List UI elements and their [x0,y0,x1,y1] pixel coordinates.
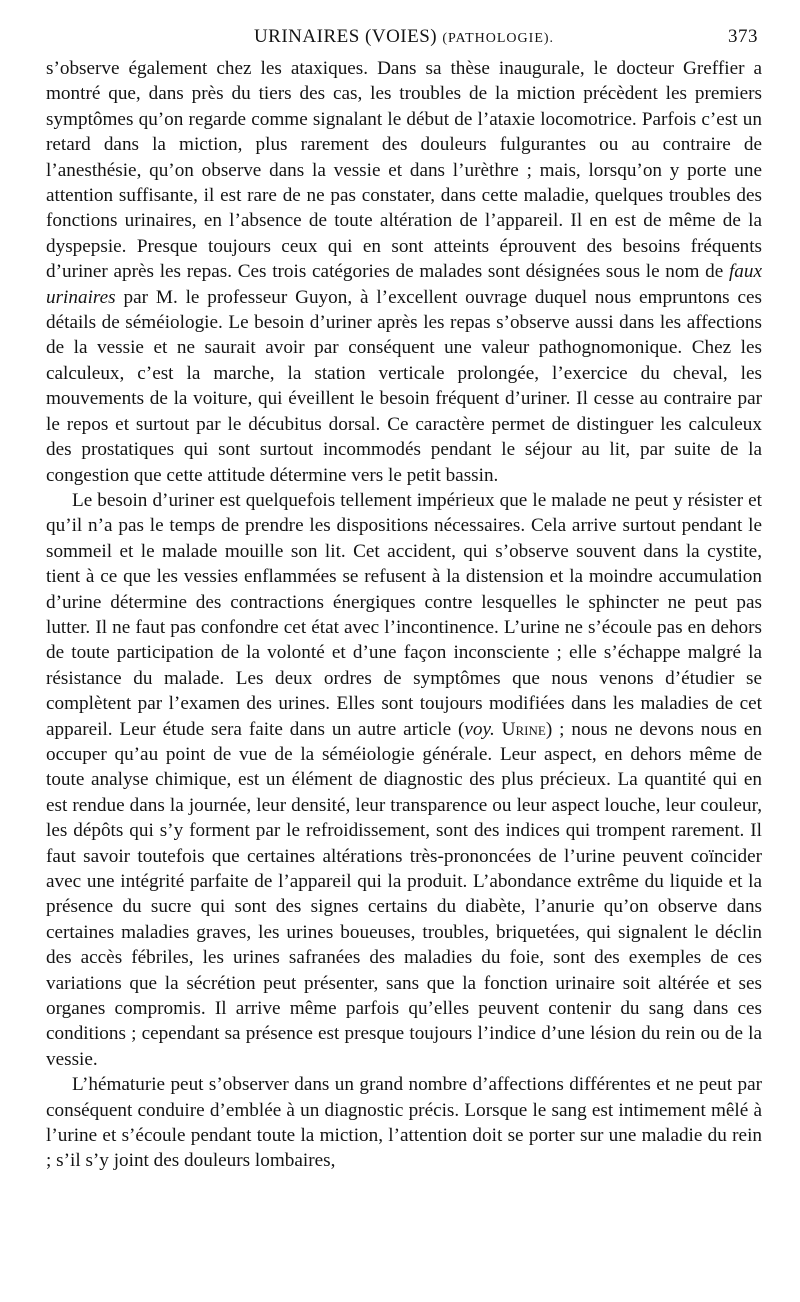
running-title-main: URINAIRES (VOIES) [253,26,438,47]
paragraph-1-italic-term: faux urinaires [46,261,762,308]
paragraph-1-text-b: par M. le professeur Guyon, à l’excellent ouvrage duquel nous empruntons ces détails de séméiologie. Le besoin d’uriner après les repas s’observe aussi dans les affections de la vessie et ne saurait avoir par conséquent une valeur pathognomonique. Chez les calculeux, c’est la marche, la station verticale prolongée, l’exercice du cheval, les mouvements de la voiture, qui éveillent le besoin fréquent d’uriner. Il cesse au contraire par le repos et surtout par le décubitus dorsal. Ce caractère permet de distinguer les calculeux des prostatiques qui sont surtout incommodés pendant le séjour au lit, par suite de la congestion que cette attitude détermine vers le petit bassin. [46,286,762,486]
paragraph-3-text-a: L’hématurie peut s’observer dans un grand nombre d’affections différentes et ne peut par conséquent conduire d’emblée à un diagnostic précis. Lorsque le sang est intimement mêlé à l’urine et s’écoule pendant toute la miction, l’attention doit se porter sur une maladie du rein ; s’il s’y joint des douleurs lombaires, [46,1074,762,1172]
paragraph-2-text-a: Le besoin d’uriner est quelquefois tellement impérieux que le malade ne peut y résister et qu’il n’a pas le temps de prendre les dispositions nécessaires. Cela arrive surtout pendant le sommeil et le malade mouille son lit. Cet accident, qui s’observe souvent dans la cystite, tient à ce que les vessies enflammées se refusent à la distension et la moindre accumulation d’urine détermine des contractions énergiques contre lesquelles le sphincter ne peut pas lutter. Il ne faut pas confondre cet état avec l’incontinence. L’urine ne s’écoule pas en dehors de toute participation de la volonté et d’une façon inconsciente ; elle s’échappe malgré la résistance du malade. Les deux ordres de symptômes que nous venons d’étudier se complètent par l’examen des urines. Elles sont toujours modifiées dans les maladies de cet appareil. Leur étude sera faite dans un autre article ( [46,489,762,740]
running-header [46,22,762,52]
running-title-sub: (PATHOLOGIE). [442,31,555,46]
running-title [46,26,762,48]
paragraph-2 [46,488,762,1072]
paragraph-2-text-b: ) ; nous ne devons nous en occuper qu’au point de vue de la séméiologie générale. Leur aspect, en dehors même de toute analyse chimique, est un élément de diagnostic des plus précieux. La quantité qui en est rendue dans la journée, leur densité, leur transparence ou leur aspect louche, leur couleur, les dépôts qui s’y forment par le refroidissement, sont des indices qui trompent rarement. Il faut savoir toutefois que certaines altérations très-prononcées de l’urine peuvent coïncider avec une intégrité parfaite de l’appareil qui la produit. L’abondance extrême du liquide et la présence du sucre qui sont des signes certains du diabète, l’anurie qu’on observe dans certaines maladies graves, les urines boueuses, troubles, briquetées, qui signalent le déclin des accès fébriles, les urines safranées des maladies du foie, sont des exemples de ces variations que la sécrétion peut présenter, sans que la fonction urinaire soit altérée et ses organes compromis. Il arrive même parfois qu’elles peuvent contenir du sang dans ces conditions ; cependant sa présence est presque toujours l’indice d’une lésion du rein ou de la vessie. [46,718,763,1070]
paragraph-2-italic-ref: voy. [464,718,495,740]
page-number: 373 [728,26,758,47]
paragraph-3 [46,1072,762,1174]
paragraph-2-smallcaps-ref: Urine [494,718,546,740]
paragraph-1-text-a: s’observe également chez les ataxiques. Dans sa thèse inaugurale, le docteur Greffier a montré que, dans près du tiers des cas, les troubles de la miction précèdent les premiers symptômes qu’on regarde comme signalant le début de l’ataxie locomotrice. Parfois c’est un retard dans la miction, plus rarement des douleurs fulgurantes ou au contraire de l’anesthésie, qu’on observe dans la vessie et dans l’urèthre ; mais, lorsqu’on y porte une attention suffisante, il est rare de ne pas constater, dans cette maladie, quelques troubles des fonctions urinaires, en l’absence de toute altération de l’appareil. Il en est de même de la dyspepsie. Presque toujours ceux qui en sont atteints éprouvent des besoins fréquents d’uriner après les repas. Ces trois catégories de malades sont désignées sous le nom de [46,58,762,283]
paragraph-1 [46,56,762,488]
body-text [46,56,762,1174]
